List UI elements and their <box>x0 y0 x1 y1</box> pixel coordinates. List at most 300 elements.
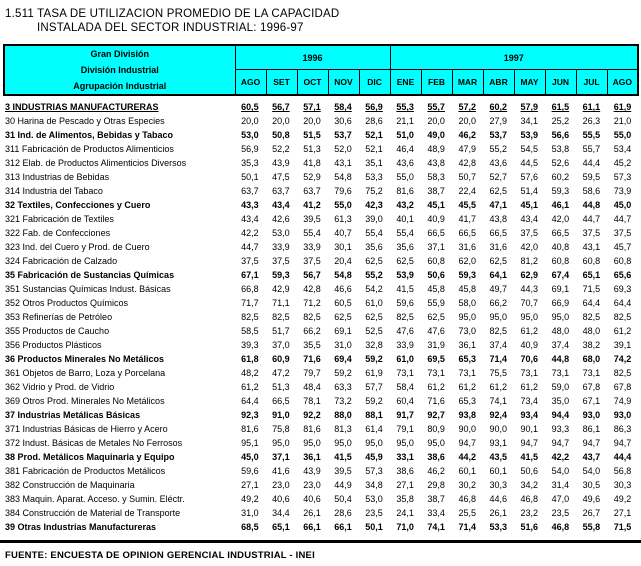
row-label: 361 Objetos de Barro, Loza y Porcelana <box>5 368 166 378</box>
value-cell: 57,2 <box>458 102 476 112</box>
bottom-rule <box>0 540 641 543</box>
value-cell: 88,1 <box>365 410 383 420</box>
row-label: 323 Ind. del Cuero y Prod. de Cuero <box>5 242 150 252</box>
row-label: 35 Fabricación de Sustancias Químicas <box>5 270 175 280</box>
value-cell: 81,3 <box>334 424 352 434</box>
value-cell: 38,2 <box>582 340 601 350</box>
value-cell: 74,2 <box>613 354 632 364</box>
value-cell: 46,4 <box>396 144 414 154</box>
value-cell: 62,5 <box>489 256 508 266</box>
value-cell: 56,6 <box>551 130 570 140</box>
value-cell: 53,3 <box>365 172 383 182</box>
value-cell: 52,1 <box>365 130 383 140</box>
value-cell: 31,0 <box>241 508 259 518</box>
value-cell: 35,6 <box>396 242 414 252</box>
value-cell: 73,4 <box>520 396 539 406</box>
value-cell: 65,1 <box>582 270 601 280</box>
value-cell: 57,9 <box>520 102 539 112</box>
value-cell: 23,0 <box>303 480 321 490</box>
value-cell: 47,6 <box>427 326 445 336</box>
value-cell: 44,5 <box>520 158 539 168</box>
value-cell: 45,7 <box>613 242 632 252</box>
row-label: 312 Elab. de Productos Alimenticios Diversos <box>5 158 187 168</box>
value-cell: 62,9 <box>520 270 539 280</box>
value-cell: 46,8 <box>520 494 539 504</box>
row-label: 382 Construcción de Maquinaria <box>5 480 135 490</box>
value-cell: 48,0 <box>582 326 601 336</box>
value-cell: 31,4 <box>551 480 570 490</box>
value-cell: 82,5 <box>272 312 290 322</box>
value-cell: 50,6 <box>427 270 445 280</box>
value-cell: 55,3 <box>396 102 414 112</box>
value-cell: 61,9 <box>613 102 632 112</box>
table-row <box>3 128 638 142</box>
value-cell: 69,3 <box>613 284 632 294</box>
value-cell: 41,6 <box>272 466 290 476</box>
value-cell: 42,6 <box>272 214 290 224</box>
value-cell: 60,8 <box>551 256 570 266</box>
value-cell: 73,1 <box>427 368 445 378</box>
value-cell: 90,0 <box>458 424 476 434</box>
value-cell: 28,6 <box>334 508 352 518</box>
value-cell: 93,1 <box>489 438 508 448</box>
row-label: 30 Harina de Pescado y Otras Especies <box>5 116 165 126</box>
value-cell: 74,1 <box>489 396 508 406</box>
month-header-8: ABR <box>483 70 514 96</box>
value-cell: 45,0 <box>613 200 632 210</box>
row-label: 38 Prod. Metálicos Maquinaria y Equipo <box>5 452 175 462</box>
value-cell: 69,5 <box>427 354 445 364</box>
value-cell: 43,4 <box>520 214 539 224</box>
value-cell: 54,0 <box>582 466 601 476</box>
value-cell: 30,6 <box>334 116 352 126</box>
table-row <box>3 310 638 324</box>
row-label: 383 Maquin. Aparat. Acceso. y Sumin. Eléctr. <box>5 494 185 504</box>
value-cell: 43,6 <box>396 158 414 168</box>
value-cell: 92,3 <box>241 410 259 420</box>
value-cell: 73,0 <box>458 326 476 336</box>
value-cell: 62,5 <box>365 312 383 322</box>
value-cell: 71,6 <box>427 396 445 406</box>
value-cell: 95,0 <box>520 312 539 322</box>
value-cell: 75,2 <box>365 186 383 196</box>
value-cell: 60,4 <box>396 396 414 406</box>
value-cell: 88,0 <box>334 410 352 420</box>
value-cell: 63,3 <box>334 382 352 392</box>
value-cell: 61,2 <box>458 382 476 392</box>
value-cell: 82,5 <box>303 312 321 322</box>
value-cell: 48,0 <box>551 326 570 336</box>
value-cell: 21,1 <box>396 116 414 126</box>
value-cell: 42,9 <box>272 284 290 294</box>
value-cell: 44,8 <box>582 200 601 210</box>
month-header-12: AGO <box>607 70 638 96</box>
value-cell: 33,1 <box>396 452 414 462</box>
value-cell: 43,9 <box>303 466 321 476</box>
value-cell: 45,5 <box>458 200 476 210</box>
value-cell: 59,0 <box>551 382 570 392</box>
table-row <box>3 212 638 226</box>
value-cell: 49,0 <box>427 130 445 140</box>
value-cell: 51,6 <box>520 522 539 532</box>
row-label: 36 Productos Minerales No Metálicos <box>5 354 165 364</box>
value-cell: 73,1 <box>396 368 414 378</box>
table-row <box>3 394 638 408</box>
value-cell: 93,0 <box>582 410 601 420</box>
value-cell: 41,2 <box>303 200 321 210</box>
value-cell: 44,7 <box>613 214 632 224</box>
value-cell: 38,7 <box>427 186 445 196</box>
value-cell: 71,5 <box>582 284 601 294</box>
value-cell: 37,0 <box>272 340 290 350</box>
value-cell: 55,4 <box>303 228 321 238</box>
table-row <box>3 226 638 240</box>
value-cell: 93,8 <box>458 410 476 420</box>
value-cell: 73,1 <box>551 368 570 378</box>
table-row <box>3 352 638 366</box>
value-cell: 47,6 <box>396 326 414 336</box>
value-cell: 67,8 <box>582 382 601 392</box>
value-cell: 95,0 <box>551 312 570 322</box>
value-cell: 33,4 <box>427 508 445 518</box>
value-cell: 91,7 <box>396 410 414 420</box>
value-cell: 54,0 <box>551 466 570 476</box>
value-cell: 61,2 <box>427 382 445 392</box>
value-cell: 71,4 <box>458 522 476 532</box>
value-cell: 60,2 <box>551 172 570 182</box>
value-cell: 31,9 <box>427 340 445 350</box>
row-label: 3 INDUSTRIAS MANUFACTURERAS <box>5 102 159 112</box>
value-cell: 42,3 <box>365 200 383 210</box>
table-row <box>3 366 638 380</box>
value-cell: 60,8 <box>427 256 445 266</box>
value-cell: 45,1 <box>427 200 445 210</box>
value-cell: 82,5 <box>613 312 632 322</box>
value-cell: 69,1 <box>551 284 570 294</box>
value-cell: 94,7 <box>551 438 570 448</box>
value-cell: 57,1 <box>303 102 321 112</box>
value-cell: 74,1 <box>427 522 445 532</box>
value-cell: 36,1 <box>303 452 321 462</box>
value-cell: 30,3 <box>489 480 508 490</box>
value-cell: 79,1 <box>396 424 414 434</box>
value-cell: 44,8 <box>551 354 570 364</box>
row-label: 313 Industrias de Bebidas <box>5 172 110 182</box>
value-cell: 20,0 <box>458 116 476 126</box>
value-cell: 67,1 <box>241 270 259 280</box>
table-row <box>3 254 638 268</box>
value-cell: 63,7 <box>303 186 321 196</box>
value-cell: 52,1 <box>365 144 383 154</box>
value-cell: 56,7 <box>303 270 321 280</box>
value-cell: 37,4 <box>551 340 570 350</box>
value-cell: 79,7 <box>303 368 321 378</box>
value-cell: 66,5 <box>551 228 570 238</box>
value-cell: 95,0 <box>458 312 476 322</box>
value-cell: 61,2 <box>520 326 539 336</box>
value-cell: 59,2 <box>365 354 383 364</box>
value-cell: 47,2 <box>272 368 290 378</box>
row-label: 321 Fabricación de Textiles <box>5 214 114 224</box>
value-cell: 94,7 <box>613 438 632 448</box>
value-cell: 44,4 <box>613 452 632 462</box>
value-cell: 69,1 <box>334 326 352 336</box>
value-cell: 48,4 <box>303 382 321 392</box>
table-row <box>3 114 638 128</box>
value-cell: 20,4 <box>334 256 352 266</box>
value-cell: 61,2 <box>613 326 632 336</box>
value-cell: 51,5 <box>303 130 321 140</box>
month-header-5: ENE <box>390 70 421 96</box>
value-cell: 55,8 <box>582 522 601 532</box>
value-cell: 92,7 <box>427 410 445 420</box>
stub-line-agrupacion-industrial: Agrupación Industrial <box>73 81 167 91</box>
value-cell: 64,4 <box>241 396 259 406</box>
value-cell: 66,5 <box>427 228 445 238</box>
value-cell: 59,6 <box>241 466 259 476</box>
value-cell: 27,1 <box>613 508 632 518</box>
month-header-1: SET <box>266 70 297 96</box>
value-cell: 23,5 <box>365 508 383 518</box>
value-cell: 50,6 <box>520 466 539 476</box>
value-cell: 92,2 <box>303 410 321 420</box>
value-cell: 65,3 <box>458 354 476 364</box>
value-cell: 71,7 <box>241 298 259 308</box>
value-cell: 82,5 <box>613 368 632 378</box>
value-cell: 50,1 <box>365 522 383 532</box>
value-cell: 94,7 <box>582 438 601 448</box>
value-cell: 39,5 <box>303 214 321 224</box>
value-cell: 46,1 <box>551 200 570 210</box>
value-cell: 35,5 <box>303 340 321 350</box>
table-row <box>3 408 638 422</box>
value-cell: 57,3 <box>365 466 383 476</box>
value-cell: 32,8 <box>365 340 383 350</box>
value-cell: 55,9 <box>427 298 445 308</box>
value-cell: 44,6 <box>489 494 508 504</box>
value-cell: 47,5 <box>272 172 290 182</box>
table-row <box>3 450 638 464</box>
value-cell: 60,2 <box>489 102 508 112</box>
stub-header-cell <box>4 45 235 95</box>
row-label: 324 Fabricación de Calzado <box>5 256 118 266</box>
value-cell: 33,9 <box>272 242 290 252</box>
value-cell: 52,9 <box>303 172 321 182</box>
value-cell: 44,4 <box>582 158 601 168</box>
value-cell: 50,4 <box>334 494 352 504</box>
value-cell: 60,5 <box>241 102 259 112</box>
month-header-0: AGO <box>235 70 266 96</box>
value-cell: 58,0 <box>458 298 476 308</box>
value-cell: 57,3 <box>613 172 632 182</box>
table-row <box>3 100 638 114</box>
value-cell: 59,3 <box>272 270 290 280</box>
value-cell: 61,2 <box>241 382 259 392</box>
value-cell: 46,2 <box>458 130 476 140</box>
value-cell: 37,5 <box>303 256 321 266</box>
value-cell: 95,0 <box>427 438 445 448</box>
value-cell: 90,1 <box>520 424 539 434</box>
value-cell: 59,5 <box>582 172 601 182</box>
value-cell: 49,6 <box>582 494 601 504</box>
value-cell: 51,7 <box>272 326 290 336</box>
data-table <box>3 100 638 534</box>
value-cell: 65,3 <box>458 396 476 406</box>
value-cell: 55,0 <box>613 130 632 140</box>
value-cell: 69,4 <box>334 354 352 364</box>
value-cell: 27,1 <box>396 480 414 490</box>
value-cell: 43,2 <box>396 200 414 210</box>
value-cell: 90,0 <box>489 424 508 434</box>
value-cell: 66,5 <box>458 228 476 238</box>
value-cell: 40,8 <box>551 242 570 252</box>
value-cell: 61,1 <box>582 102 601 112</box>
value-cell: 62,5 <box>489 186 508 196</box>
value-cell: 73,9 <box>613 186 632 196</box>
header-year-row <box>4 45 638 70</box>
value-cell: 67,1 <box>582 396 601 406</box>
value-cell: 86,1 <box>582 424 601 434</box>
value-cell: 50,8 <box>272 130 290 140</box>
value-cell: 92,4 <box>489 410 508 420</box>
value-cell: 23,0 <box>272 480 290 490</box>
value-cell: 91,0 <box>272 410 290 420</box>
value-cell: 43,8 <box>489 214 508 224</box>
value-cell: 42,2 <box>241 228 259 238</box>
value-cell: 64,4 <box>613 298 632 308</box>
value-cell: 70,6 <box>520 354 539 364</box>
value-cell: 53,0 <box>365 494 383 504</box>
value-cell: 49,2 <box>613 494 632 504</box>
value-cell: 61,0 <box>396 354 414 364</box>
value-cell: 51,3 <box>272 382 290 392</box>
value-cell: 50,7 <box>458 172 476 182</box>
value-cell: 95,0 <box>365 438 383 448</box>
value-cell: 82,5 <box>396 312 414 322</box>
value-cell: 42,0 <box>551 214 570 224</box>
value-cell: 46,6 <box>334 284 352 294</box>
value-cell: 35,1 <box>365 158 383 168</box>
value-cell: 47,0 <box>551 494 570 504</box>
value-cell: 41,5 <box>396 284 414 294</box>
value-cell: 39,3 <box>241 340 259 350</box>
value-cell: 34,4 <box>272 508 290 518</box>
value-cell: 74,9 <box>613 396 632 406</box>
value-cell: 36,1 <box>458 340 476 350</box>
value-cell: 37,1 <box>272 452 290 462</box>
value-cell: 95,1 <box>241 438 259 448</box>
value-cell: 37,4 <box>489 340 508 350</box>
value-cell: 94,4 <box>551 410 570 420</box>
value-cell: 71,0 <box>396 522 414 532</box>
value-cell: 56,9 <box>241 144 259 154</box>
row-label: 37 Industrias Metálicas Básicas <box>5 410 141 420</box>
value-cell: 47,9 <box>458 144 476 154</box>
table-row <box>3 338 638 352</box>
table-row <box>3 170 638 184</box>
value-cell: 31,0 <box>334 340 352 350</box>
value-cell: 78,1 <box>303 396 321 406</box>
value-cell: 66,8 <box>241 284 259 294</box>
value-cell: 45,8 <box>427 284 445 294</box>
value-cell: 40,9 <box>427 214 445 224</box>
value-cell: 43,9 <box>272 158 290 168</box>
value-cell: 55,2 <box>489 144 508 154</box>
value-cell: 31,6 <box>489 242 508 252</box>
value-cell: 61,5 <box>551 102 570 112</box>
value-cell: 55,0 <box>334 200 352 210</box>
value-cell: 55,7 <box>582 144 601 154</box>
value-cell: 66,1 <box>303 522 321 532</box>
value-cell: 41,8 <box>303 158 321 168</box>
row-label: 322 Fab. de Confecciones <box>5 228 111 238</box>
value-cell: 55,4 <box>365 228 383 238</box>
value-cell: 86,3 <box>613 424 632 434</box>
page-title <box>5 7 641 35</box>
row-label: 372 Indust. Básicas de Metales No Ferrosos <box>5 438 183 448</box>
value-cell: 30,1 <box>334 242 352 252</box>
value-cell: 62,5 <box>427 312 445 322</box>
value-cell: 34,8 <box>365 480 383 490</box>
value-cell: 60,1 <box>458 466 476 476</box>
value-cell: 31,6 <box>458 242 476 252</box>
value-cell: 26,1 <box>303 508 321 518</box>
value-cell: 38,6 <box>396 466 414 476</box>
value-cell: 93,4 <box>520 410 539 420</box>
table-header <box>3 44 639 96</box>
value-cell: 71,2 <box>303 298 321 308</box>
value-cell: 60,9 <box>272 354 290 364</box>
value-cell: 55,0 <box>396 172 414 182</box>
month-header-2: OCT <box>297 70 328 96</box>
value-cell: 58,5 <box>241 326 259 336</box>
row-label: 356 Productos Plásticos <box>5 340 102 350</box>
value-cell: 47,1 <box>489 200 508 210</box>
value-cell: 45,2 <box>613 158 632 168</box>
month-header-9: MAY <box>514 70 545 96</box>
month-header-3: NOV <box>328 70 359 96</box>
value-cell: 59,2 <box>365 396 383 406</box>
row-label: 351 Sustancias Químicas Indust. Básicas <box>5 284 171 294</box>
table-row <box>3 324 638 338</box>
value-cell: 73,2 <box>334 396 352 406</box>
value-cell: 81,2 <box>520 256 539 266</box>
value-cell: 43,4 <box>241 214 259 224</box>
value-cell: 63,7 <box>272 186 290 196</box>
value-cell: 55,4 <box>396 228 414 238</box>
value-cell: 66,9 <box>551 298 570 308</box>
value-cell: 80,9 <box>427 424 445 434</box>
value-cell: 33,9 <box>303 242 321 252</box>
value-cell: 66,5 <box>272 396 290 406</box>
value-cell: 93,3 <box>551 424 570 434</box>
value-cell: 29,8 <box>427 480 445 490</box>
value-cell: 62,5 <box>365 256 383 266</box>
value-cell: 79,6 <box>334 186 352 196</box>
value-cell: 95,0 <box>303 438 321 448</box>
value-cell: 26,3 <box>582 116 601 126</box>
stub-line-gran-division: Gran División <box>90 49 149 59</box>
value-cell: 62,5 <box>396 256 414 266</box>
value-cell: 45,1 <box>520 200 539 210</box>
table-row <box>3 240 638 254</box>
value-cell: 20,0 <box>272 116 290 126</box>
row-label: 32 Textiles, Confecciones y Cuero <box>5 200 151 210</box>
value-cell: 40,1 <box>396 214 414 224</box>
value-cell: 50,1 <box>241 172 259 182</box>
value-cell: 52,5 <box>365 326 383 336</box>
value-cell: 44,2 <box>458 452 476 462</box>
